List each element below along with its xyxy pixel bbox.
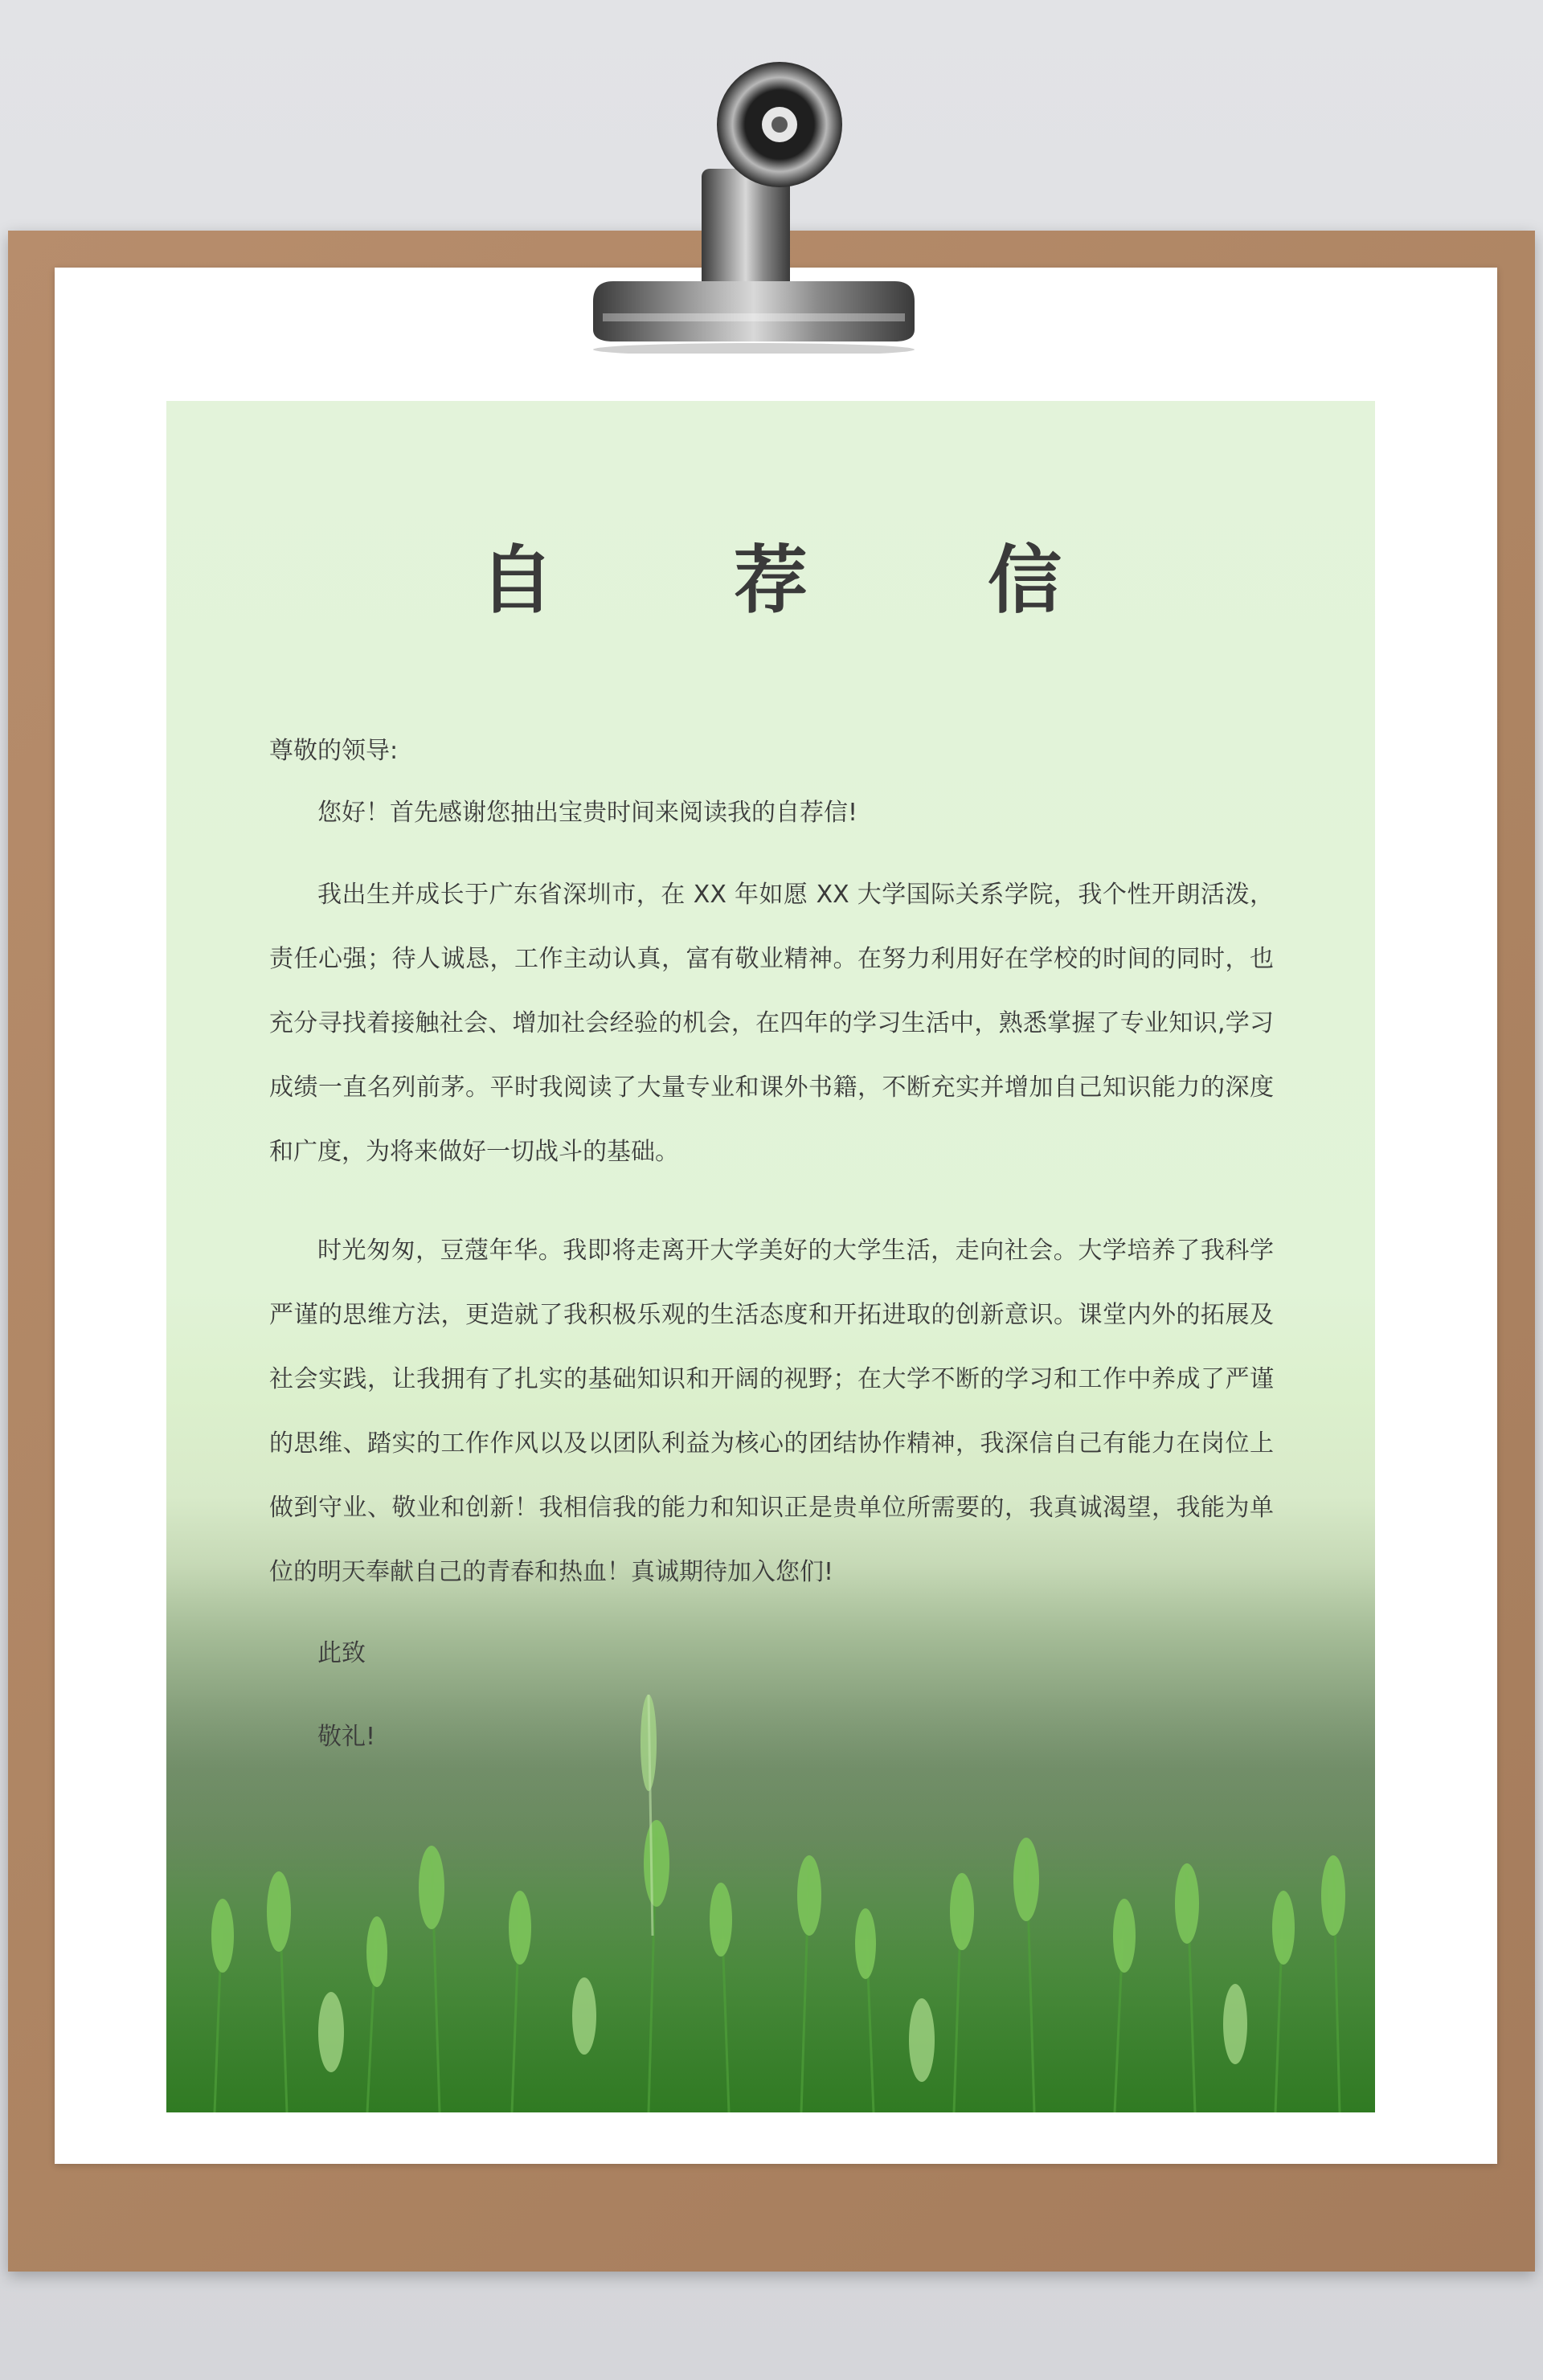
letter-page	[166, 401, 1375, 2112]
binder-clip-icon	[577, 48, 947, 354]
greeting-line: 您好！首先感谢您抽出宝贵时间来阅读我的自荐信!	[317, 799, 858, 827]
paragraph-1: 我出生并成长于广东省深圳市，在 XX 年如愿 XX 大学国际关系学院，我个性开朗活泼，责任心强；待人诚恳，工作主动认真，富有敬业精神。在努力利用好在学校的时间的同时，也充分寻找着接触社会、增加社会经验的机会，在四年的学习生活中，熟悉掌握了专业知识,学习成绩一直名列前茅。平时我阅读了大量专业和课外书籍，不断充实并增加自己知识能力的深度和广度，为将来做好一切战斗的基础。	[269, 881, 1274, 1166]
letter-title: 自 荐 信	[479, 538, 1140, 624]
salutation: 尊敬的领导:	[269, 737, 399, 765]
paragraph-2: 时光匆匆，豆蔻年华。我即将走离开大学美好的大学生活，走向社会。大学培养了我科学严谨的思维方法，更造就了我积极乐观的生活态度和开拓进取的创新意识。课堂内外的拓展及社会实践，让我拥有了扎实的基础知识和开阔的视野；在大学不断的学习和工作中养成了严谨的思维、踏实的工作作风以及以团队利益为核心的团结协作精神，我深信自己有能力在岗位上做到守业、敬业和创新！我相信我的能力和知识正是贵单位所需要的，我真诚渴望，我能为单位的明天奉献自己的青春和热血！真诚期待加入您们!	[269, 1237, 1274, 1586]
closing-line-2: 敬礼!	[317, 1723, 376, 1751]
closing-line-1: 此致	[317, 1639, 366, 1667]
